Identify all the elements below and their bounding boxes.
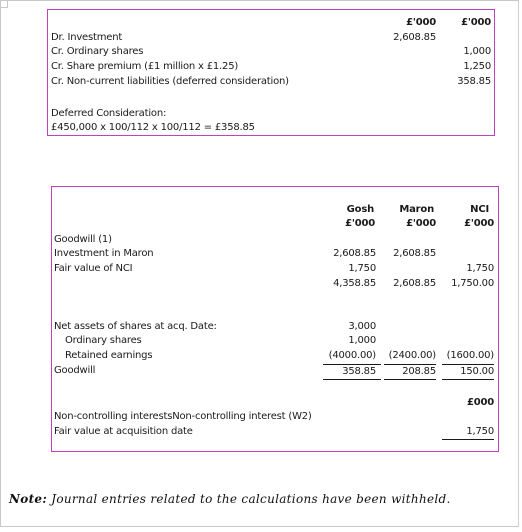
entry-label-investment: Dr. Investment: [51, 32, 123, 43]
goodwill-title: Goodwill (1): [54, 234, 112, 245]
goodwill-maron: 208.85: [402, 366, 436, 377]
retained-nci: (1600.00): [446, 350, 494, 361]
row-gosh-subtotal: 4,358.85: [333, 278, 376, 289]
goodwill-label: Goodwill: [54, 365, 96, 376]
nci-fv-label: Fair value at acquisition date: [54, 426, 193, 437]
nci-fv-underline: [442, 439, 494, 440]
row-nci-subtotal: 1,750.00: [451, 278, 494, 289]
entry-label-premium: Cr. Share premium (£1 million x £1.25): [51, 61, 239, 72]
deferred-title: Deferred Consideration:: [51, 108, 167, 119]
footnote: [9, 492, 451, 506]
entry-label-deferred: Cr. Non-current liabilities (deferred consideration): [51, 76, 289, 87]
row-maron-investment: 2,608.85: [393, 248, 436, 259]
underline-maron-bottom: [384, 379, 436, 380]
col-name-nci: NCI: [470, 204, 489, 215]
row-maron-subtotal: 2,608.85: [393, 278, 436, 289]
row-gosh-investment: 2,608.85: [333, 248, 376, 259]
entry-value-investment: 2,608.85: [393, 32, 436, 43]
col-header-2: £'000: [461, 17, 491, 28]
corner-marker: [0, 0, 8, 8]
ordinary-shares-value: 1,000: [348, 335, 376, 346]
entry-label-ordinary: Cr. Ordinary shares: [51, 46, 144, 57]
goodwill-gosh: 358.85: [342, 366, 376, 377]
underline-gosh-top: [323, 364, 381, 365]
retained-maron: (2400.00): [388, 350, 436, 361]
entry-value-deferred: 358.85: [457, 76, 491, 87]
entry-value-ordinary: 1,000: [463, 46, 491, 57]
underline-nci-top: [442, 364, 494, 365]
underline-maron-top: [384, 364, 436, 365]
col-unit-nci: £'000: [464, 218, 494, 229]
footnote-label: Note:: [9, 492, 48, 506]
goodwill-nci: 150.00: [460, 366, 494, 377]
retained-earnings-label: Retained earnings: [65, 350, 153, 361]
row-label-fv-nci: Fair value of NCI: [54, 263, 133, 274]
retained-gosh: (4000.00): [328, 350, 376, 361]
col-unit-maron: £'000: [406, 218, 436, 229]
deferred-calc: £450,000 x 100/112 x 100/112 = £358.85: [51, 122, 255, 133]
underline-gosh-bottom: [323, 379, 381, 380]
nci-fv-value: 1,750: [466, 426, 494, 437]
nci-title: Non-controlling interestsNon-controlling interest (W2): [54, 411, 312, 422]
row-nci-fv-nci: 1,750: [466, 263, 494, 274]
col-name-gosh: Gosh: [346, 204, 374, 215]
col-unit-gosh: £'000: [345, 218, 375, 229]
net-assets-total: 3,000: [348, 321, 376, 332]
ordinary-shares-label: Ordinary shares: [65, 335, 142, 346]
col-name-maron: Maron: [399, 204, 434, 215]
footnote-text: Journal entries related to the calculations have been withheld.: [51, 492, 451, 506]
net-assets-label: Net assets of shares at acq. Date:: [54, 321, 217, 332]
nci-unit: £000: [466, 397, 494, 408]
row-label-investment: Investment in Maron: [54, 248, 154, 259]
row-gosh-fv-nci: 1,750: [348, 263, 376, 274]
col-header-1: £'000: [406, 17, 436, 28]
entry-value-premium: 1,250: [463, 61, 491, 72]
underline-nci-bottom: [442, 379, 494, 380]
